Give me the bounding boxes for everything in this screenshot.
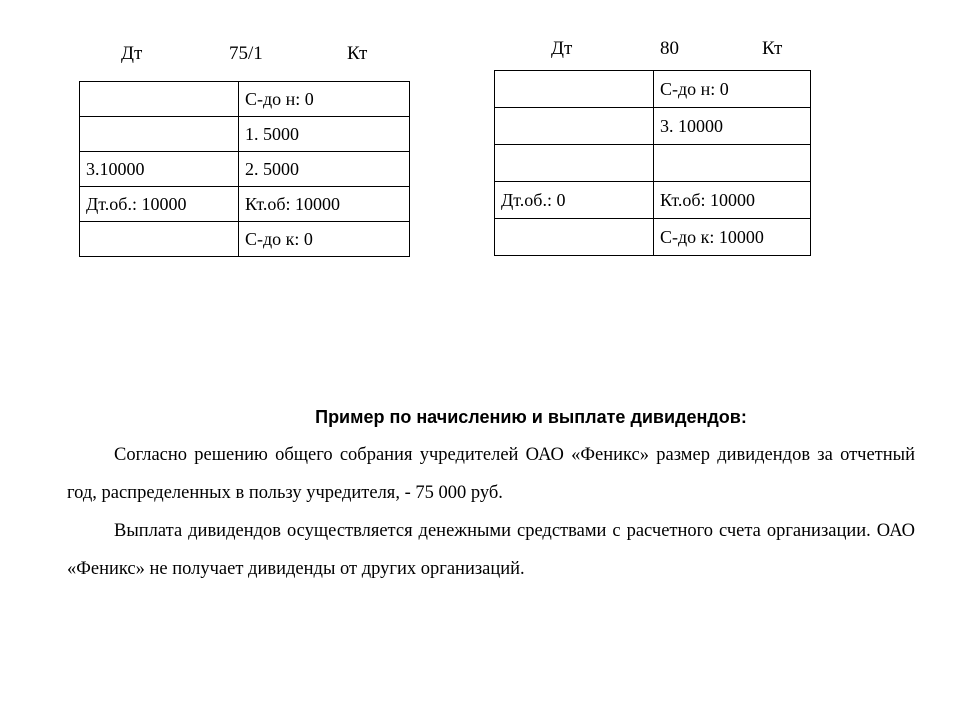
account1-kt-label: Кт — [347, 43, 368, 64]
account2-t-table — [494, 70, 811, 256]
table-row — [80, 82, 410, 117]
example-heading: Пример по начислению и выплате дивидендов: — [315, 407, 747, 427]
credit-turnover-cell: Кт.об: 10000 — [654, 182, 811, 219]
account1-dt-label: Дт — [121, 43, 143, 64]
debit-cell — [80, 117, 239, 152]
credit-cell — [654, 145, 811, 182]
credit-cell: 2. 5000 — [239, 152, 410, 187]
credit-cell: 1. 5000 — [239, 117, 410, 152]
table-row — [80, 117, 410, 152]
debit-cell — [80, 82, 239, 117]
credit-turnover-cell: Кт.об: 10000 — [239, 187, 410, 222]
debit-cell — [495, 145, 654, 182]
example-section — [67, 398, 915, 588]
account2-kt-label: Кт — [762, 38, 783, 59]
table-row — [495, 182, 811, 219]
debit-cell — [495, 108, 654, 145]
closing-balance-cell: С-до к: 0 — [239, 222, 410, 257]
table-row — [80, 187, 410, 222]
example-paragraph-1: Согласно решению общего собрания учредителей ОАО «Феникс» размер дивидендов за отчетный год, распределенных в пользу учредителя, - 75 000 руб. — [67, 445, 915, 503]
credit-cell: С-до н: 0 — [654, 71, 811, 108]
debit-cell — [495, 71, 654, 108]
debit-turnover-cell: Дт.об.: 10000 — [80, 187, 239, 222]
closing-balance-cell: С-до к: 10000 — [654, 219, 811, 256]
table-row — [495, 219, 811, 256]
debit-cell — [495, 219, 654, 256]
table-row — [495, 145, 811, 182]
credit-cell: 3. 10000 — [654, 108, 811, 145]
table-row — [495, 108, 811, 145]
credit-cell: С-до н: 0 — [239, 82, 410, 117]
account2-number: 80 — [660, 38, 679, 59]
account1-t-table — [79, 81, 410, 257]
account1-number: 75/1 — [229, 43, 263, 64]
debit-cell: 3.10000 — [80, 152, 239, 187]
debit-turnover-cell: Дт.об.: 0 — [495, 182, 654, 219]
table-row — [80, 222, 410, 257]
debit-cell — [80, 222, 239, 257]
table-row — [495, 71, 811, 108]
table-row — [80, 152, 410, 187]
example-paragraph-2: Выплата дивидендов осуществляется денежными средствами с расчетного счета организации. ОАО «Феникс» не получает дивиденды от других организаций. — [67, 521, 915, 579]
account2-dt-label: Дт — [551, 38, 573, 59]
